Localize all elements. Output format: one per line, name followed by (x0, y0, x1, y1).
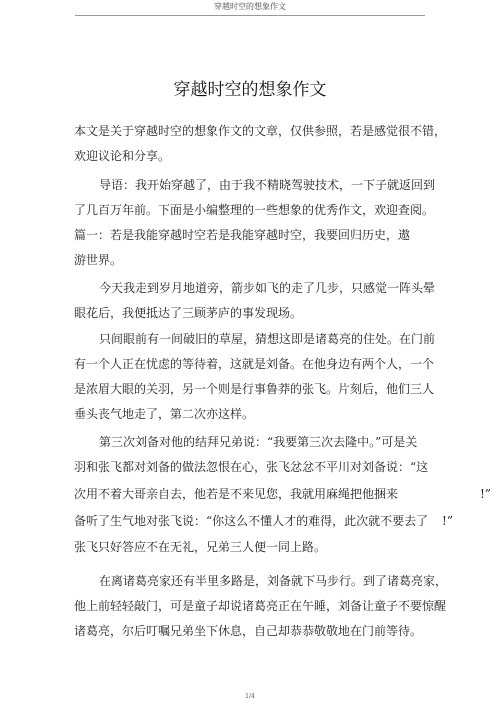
paragraph-4-line-1: 只间眼前有一间破旧的草屋，猜想这即是诸葛亮的住处。在门前 (99, 332, 436, 346)
paragraph-4-line-4: 垂头丧气地走了，第二次亦这样。 (74, 407, 255, 421)
paragraph-5-line-1: 第三次刘备对他的结拜兄弟说：“我要第三次去隆中。”可是关 (99, 435, 418, 449)
closing-quote-mark: !” (442, 514, 453, 528)
running-header: 穿越时空的想象作文 (214, 2, 286, 11)
document-title: 穿越时空的想象作文 (173, 80, 327, 100)
paragraph-2-line-1: 导语：我开始穿越了，由于我不精晓驾驶技术，一下子就返回到 (99, 178, 436, 192)
paragraph-6-line-1: 在离诸葛亮家还有半里多路是，刘备就下马步行。到了诸葛亮家， (99, 574, 448, 588)
paragraph-4-line-3: 是浓眉大眼的关羽，另一个则是行事鲁莽的张飞。片刻后，他们三人 (74, 382, 435, 396)
paragraph-5-line-3: 次用不着大哥亲自去，他若是不来见您，我就用麻绳把他捆来 (74, 487, 399, 501)
paragraph-6-line-2: 他上前轻轻敲门，可是童子却说诸葛亮正在午睡，刘备让童子不要惊醒 (74, 599, 447, 613)
paragraph-3-line-2: 眼花后，我便抵达了三顾茅庐的事发现场。 (74, 306, 303, 320)
paragraph-4-line-2: 有一个人正在忧虑的等待着，这就是刘备。在他身边有两个人，一个 (74, 357, 435, 371)
paragraph-5-line-2: 羽和张飞都对刘备的做法忽恨在心，张飞忿忿不平川对刘备说：“这 (74, 460, 429, 474)
paragraph-6-line-3: 诸葛亮，尔后叮嘱兄弟坐下休息，自己却恭恭敬敬地在门前等待。 (74, 624, 423, 638)
page-number: 1/4 (245, 693, 255, 700)
paragraph-3-line-1: 今天我走到岁月地道旁，箭步如飞的走了几步，只感觉一阵头晕 (99, 281, 436, 295)
paragraph-5-line-5: 张飞只好答应不在无礼，兄弟三人便一同上路。 (74, 540, 327, 554)
paragraph-1-line-1: 本文是关于穿越时空的想象作文的文章，仅供参照，若是感觉很不错， (74, 124, 447, 138)
paragraph-2-line-2: 了几百万年前。下面是小编整理的一些想象的优秀作文，欢迎查阅。 (74, 203, 435, 217)
header-divider (75, 15, 425, 16)
closing-quote-mark: !” (480, 487, 491, 501)
paragraph-2-line-3: 篇一：若是我能穿越时空若是我能穿越时空，我要回归历史，遨 (74, 228, 411, 242)
paragraph-2-line-4: 游世界。 (74, 253, 123, 267)
paragraph-1-line-2: 欢迎议论和分享。 (74, 149, 171, 163)
paragraph-5-line-4: 备听了生气地对张飞说：“你这么不懂人才的难得，此次就不要去了 (74, 514, 429, 528)
